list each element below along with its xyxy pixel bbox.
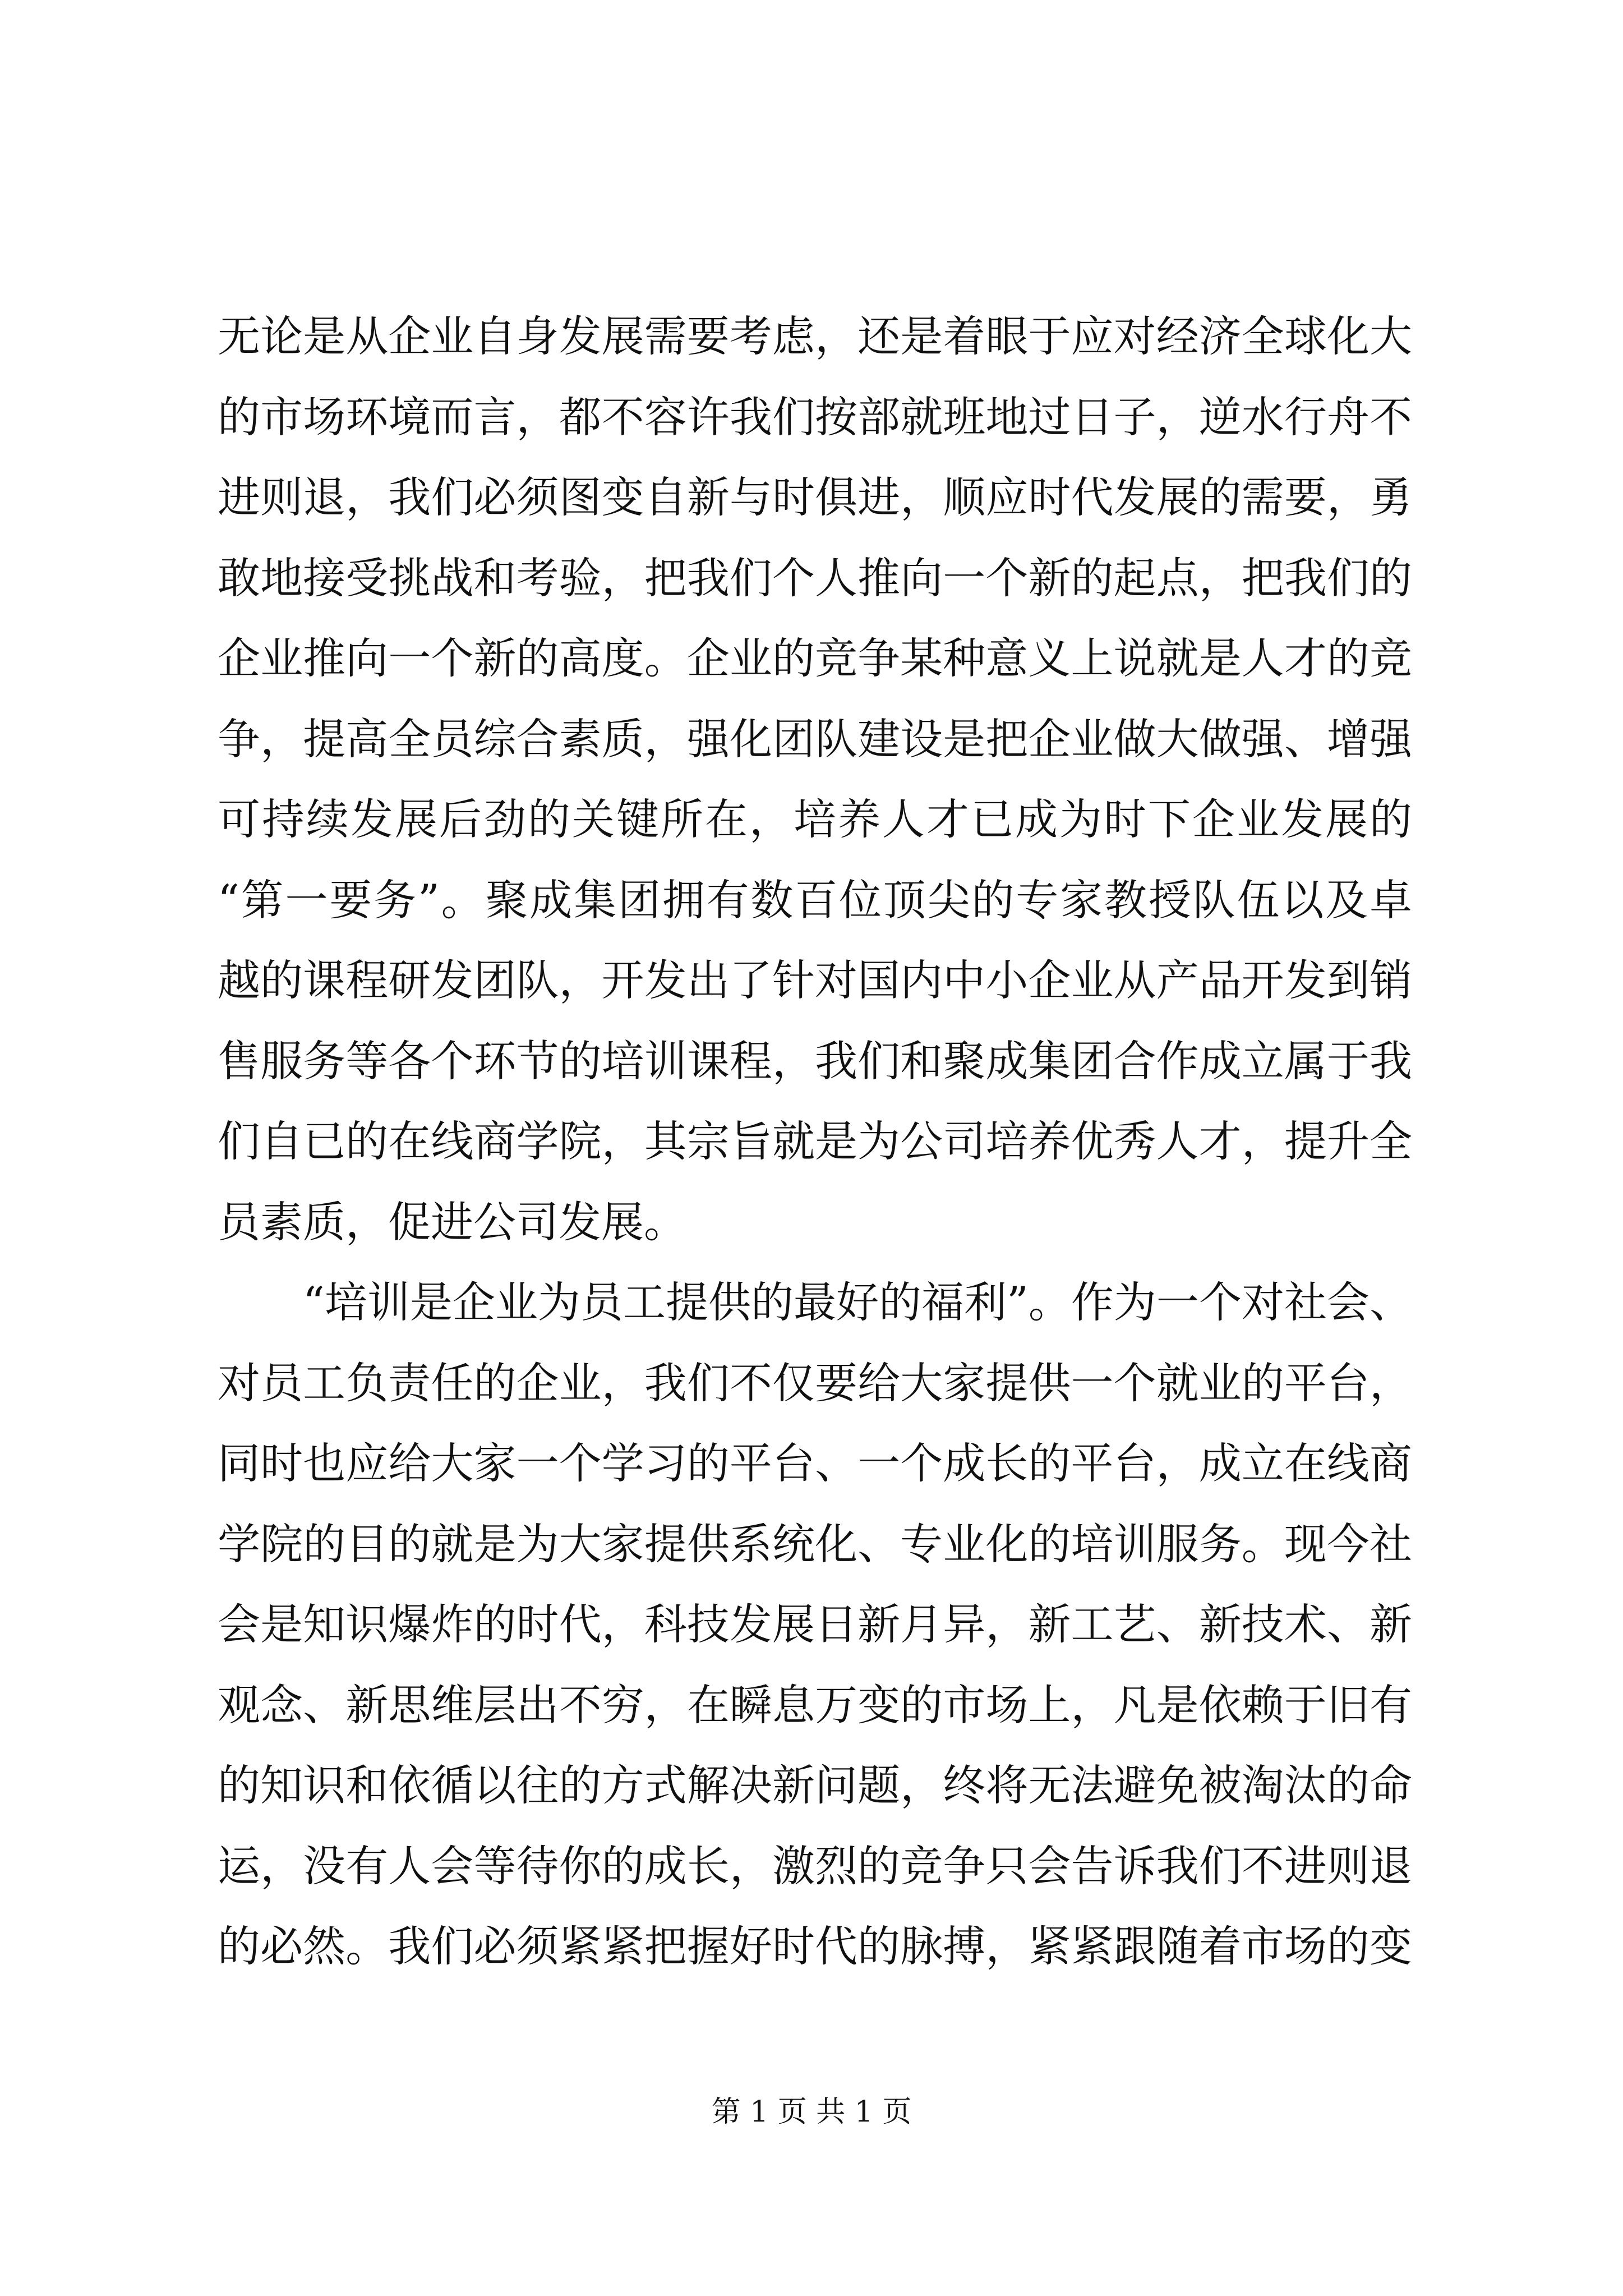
text-line: “第一要务”。聚成集团拥有数百位顶尖的专家教授队伍以及卓 [218,875,1412,925]
page-footer: 第 1 页 共 1 页 [711,2095,912,2129]
text-line: 无论是从企业自身发展需要考虑，还是着眼于应对经济全球化大 [218,311,1412,361]
text-line: 越的课程研发团队，开发出了针对国内中小企业从产品开发到销 [218,955,1412,1005]
text-line: 的必然。我们必须紧紧把握好时代的脉搏，紧紧跟随着市场的变 [218,1921,1412,1971]
text-line: 观念、新思维层出不穷，在瞬息万变的市场上，凡是依赖于旧有 [218,1680,1412,1730]
text-line: “培训是企业为员工提供的最好的福利”。作为一个对社会、 [303,1277,1412,1327]
text-line: 对员工负责任的企业，我们不仅要给大家提供一个就业的平台， [218,1358,1412,1408]
text-line: 的市场环境而言，都不容许我们按部就班地过日子，逆水行舟不 [218,392,1412,442]
text-line: 敢地接受挑战和考验，把我们个人推向一个新的起点，把我们的 [218,553,1412,603]
text-line: 的知识和依循以往的方式解决新问题，终将无法避免被淘汰的命 [218,1760,1412,1810]
text-line: 争，提高全员综合素质，强化团队建设是把企业做大做强、增强 [218,714,1412,764]
text-line: 学院的目的就是为大家提供系统化、专业化的培训服务。现今社 [218,1519,1412,1569]
text-line: 员素质，促进公司发展。 [218,1197,686,1247]
text-line: 会是知识爆炸的时代，科技发展日新月异，新工艺、新技术、新 [218,1599,1412,1649]
text-line: 企业推向一个新的高度。企业的竞争某种意义上说就是人才的竞 [218,633,1412,683]
text-line: 售服务等各个环节的培训课程，我们和聚成集团合作成立属于我 [218,1036,1412,1086]
body-text [218,296,1412,1987]
text-line: 同时也应给大家一个学习的平台、一个成长的平台，成立在线商 [218,1438,1412,1488]
text-line: 可持续发展后劲的关键所在，培养人才已成为时下企业发展的 [218,794,1412,844]
text-line: 进则退，我们必须图变自新与时俱进，顺应时代发展的需要，勇 [218,472,1412,522]
text-line: 们自已的在线商学院，其宗旨就是为公司培养优秀人才，提升全 [218,1116,1412,1166]
text-line: 运，没有人会等待你的成长，激烈的竞争只会告诉我们不进则退 [218,1841,1412,1891]
